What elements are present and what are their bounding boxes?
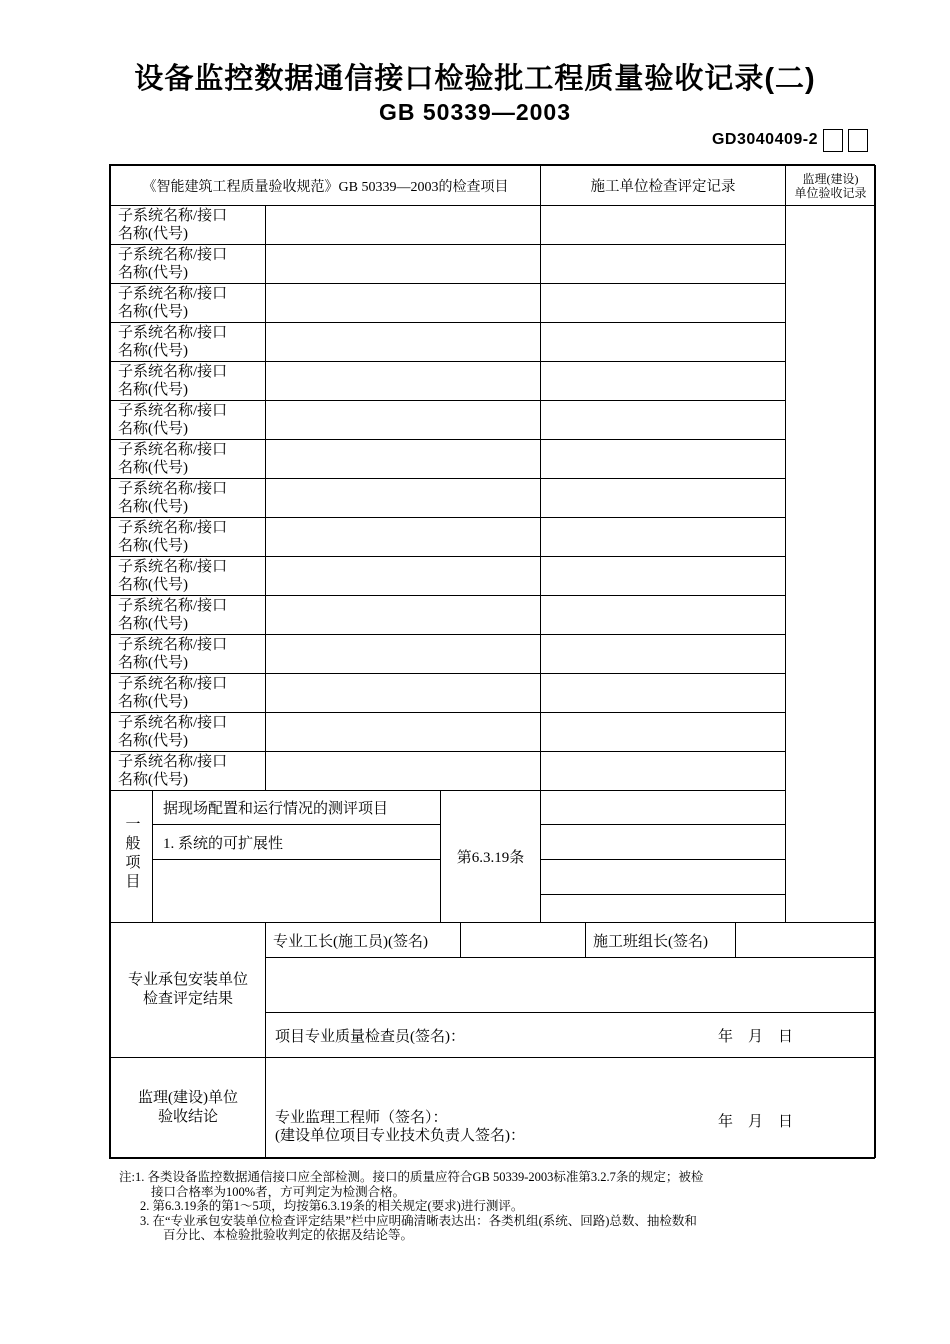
subsystem-label-line2: 名称(代号) [118, 577, 188, 593]
subsystem-label-line1: 子系统名称/接口 [118, 247, 228, 263]
check-item-blank-cell[interactable] [266, 440, 541, 479]
contractor-record-blank-cell[interactable] [541, 479, 786, 518]
subsystem-label-line1: 子系统名称/接口 [118, 715, 228, 731]
subsystem-row [111, 479, 876, 518]
subsystem-row [111, 557, 876, 596]
general-item-blank-cell[interactable] [153, 860, 441, 923]
subsystem-row-label [111, 245, 266, 284]
check-item-blank-cell[interactable] [266, 674, 541, 713]
supervision-row [111, 1058, 876, 1158]
subsystem-row-label [111, 206, 266, 245]
subsystem-label-line1: 子系统名称/接口 [118, 286, 228, 302]
subsystem-row-label [111, 362, 266, 401]
check-item-blank-cell[interactable] [266, 323, 541, 362]
team-leader-signature-cell[interactable] [736, 923, 876, 958]
subsystem-label-line1: 子系统名称/接口 [118, 637, 228, 653]
doc-code-row [0, 127, 868, 153]
supervision-conclusion-cell[interactable] [266, 1058, 876, 1158]
contractor-section-label [111, 923, 266, 1058]
contractor-record-blank-cell[interactable] [541, 674, 786, 713]
contractor-result-table [110, 922, 876, 1058]
general-items-row-1 [111, 791, 876, 825]
subsystem-row [111, 323, 876, 362]
contractor-record-blank-cell[interactable] [541, 206, 786, 245]
check-item-blank-cell[interactable] [266, 596, 541, 635]
form-table-stack [109, 164, 875, 1159]
subsystem-row [111, 206, 876, 245]
contractor-record-blank-cell[interactable] [541, 323, 786, 362]
subsystem-row [111, 284, 876, 323]
general-item-1: 1. 系统的可扩展性 [153, 825, 441, 860]
note-line: 3. 在“专业承包安装单位检查评定结果”栏中应明确清晰表达出：各类机组(系统、回路)总数、抽检数和 [140, 1213, 697, 1228]
contractor-section-label-line1: 专业承包安装单位 [127, 972, 248, 988]
subsystem-label-line1: 子系统名称/接口 [118, 676, 228, 692]
signature-row [111, 923, 876, 958]
check-item-blank-cell[interactable] [266, 635, 541, 674]
doc-code: GD3040409-2 [711, 131, 818, 148]
subsystem-label-line1: 子系统名称/接口 [118, 208, 228, 224]
code-checkbox-2[interactable] [848, 129, 868, 152]
supervision-conclusion-table [110, 1057, 876, 1158]
contractor-record-blank-cell[interactable] [541, 635, 786, 674]
subsystem-row-label [111, 557, 266, 596]
subsystem-label-line1: 子系统名称/接口 [118, 598, 228, 614]
contractor-record-blank-cell[interactable] [541, 860, 786, 895]
subsystem-label-line2: 名称(代号) [118, 733, 188, 749]
supervision-section-label-line2: 验收结论 [157, 1108, 218, 1125]
subsystem-label-line2: 名称(代号) [118, 538, 188, 554]
subsystem-row-label [111, 752, 266, 791]
contractor-record-blank-cell[interactable] [541, 284, 786, 323]
subsystem-label-line1: 子系统名称/接口 [118, 325, 228, 341]
note-line: 2. 第6.3.19条的第1～5项，均按第6.3.19条的相关规定(要求)进行测评。 [140, 1199, 524, 1213]
supervision-engineer-label: 专业监理工程师（签名）： [275, 1110, 448, 1126]
clause-reference-cell: 第6.3.19条 [441, 791, 541, 923]
subsystem-row-label [111, 518, 266, 557]
subsystem-label-line1: 子系统名称/接口 [118, 403, 228, 419]
check-item-blank-cell[interactable] [266, 713, 541, 752]
subsystem-label-line2: 名称(代号) [118, 694, 188, 710]
contractor-record-blank-cell[interactable] [541, 752, 786, 791]
subsystem-row [111, 245, 876, 284]
subsystem-label-line2: 名称(代号) [118, 421, 188, 437]
subsystem-label-line2: 名称(代号) [118, 304, 188, 320]
check-item-blank-cell[interactable] [266, 518, 541, 557]
general-items-side-label [111, 791, 153, 923]
subsystem-label-line1: 子系统名称/接口 [118, 481, 228, 497]
check-item-blank-cell[interactable] [266, 284, 541, 323]
table-header-row [111, 166, 876, 206]
contractor-record-blank-cell[interactable] [541, 596, 786, 635]
contractor-record-blank-cell[interactable] [541, 825, 786, 860]
check-item-blank-cell[interactable] [266, 401, 541, 440]
subsystem-row-label [111, 596, 266, 635]
subsystem-row [111, 635, 876, 674]
header-supervision-line2: 单位验收记录 [794, 185, 867, 200]
inspector-label: 项目专业质量检查员(签名)： [275, 1028, 465, 1045]
subsystem-row-label [111, 401, 266, 440]
header-supervision-record [786, 166, 876, 206]
contractor-section-label-line2: 检查评定结果 [142, 991, 233, 1007]
notes [119, 1170, 859, 1243]
page-title: 设备监控数据通信接口检验批工程质量验收记录(二) [134, 63, 816, 95]
contractor-record-blank-cell[interactable] [541, 895, 786, 923]
subsystem-row [111, 752, 876, 791]
subsystem-row-label [111, 635, 266, 674]
contractor-record-blank-cell[interactable] [541, 518, 786, 557]
subsystem-row [111, 596, 876, 635]
subsystem-row [111, 362, 876, 401]
contractor-record-blank-cell[interactable] [541, 245, 786, 284]
general-items-vertical-text: 一般项目 [123, 816, 140, 892]
supervision-section-label-line1: 监理(建设)单位 [138, 1089, 238, 1106]
subsystem-row [111, 518, 876, 557]
subsystem-row [111, 440, 876, 479]
subsystem-label-line1: 子系统名称/接口 [118, 559, 228, 575]
check-item-blank-cell[interactable] [266, 206, 541, 245]
subsystem-row [111, 674, 876, 713]
subsystem-row [111, 401, 876, 440]
check-item-blank-cell[interactable] [266, 557, 541, 596]
subsystem-row-label [111, 440, 266, 479]
subsystem-label-line2: 名称(代号) [118, 772, 188, 788]
acceptance-table [110, 165, 876, 923]
subsystem-row-label [111, 674, 266, 713]
contractor-record-blank-cell[interactable] [541, 557, 786, 596]
contractor-record-blank-cell[interactable] [541, 362, 786, 401]
check-item-blank-cell[interactable] [266, 479, 541, 518]
subsystem-label-line2: 名称(代号) [118, 226, 188, 242]
code-checkbox-1[interactable] [823, 129, 843, 152]
form-content [109, 164, 875, 1159]
check-item-blank-cell[interactable] [266, 752, 541, 791]
header-contractor-record: 施工单位检查评定记录 [541, 166, 786, 206]
subsystem-row-label [111, 713, 266, 752]
general-item-heading: 据现场配置和运行情况的测评项目 [153, 791, 441, 825]
header-supervision-line1: 监理(建设) [802, 171, 859, 186]
subsystem-label-line1: 子系统名称/接口 [118, 442, 228, 458]
contractor-record-blank-cell[interactable] [541, 791, 786, 825]
header-check-items: 《智能建筑工程质量验收规范》GB 50339—2003的检查项目 [111, 166, 541, 206]
supervision-record-column[interactable] [786, 206, 876, 923]
subsystem-label-line2: 名称(代号) [118, 460, 188, 476]
contractor-record-blank-cell[interactable] [541, 713, 786, 752]
supervision-date-placeholder: 年 月 日 [717, 1114, 793, 1130]
subsystem-label-line2: 名称(代号) [118, 265, 188, 281]
foreman-signature-cell[interactable] [461, 923, 586, 958]
subsystem-label-line2: 名称(代号) [118, 382, 188, 398]
standard-code-subtitle: GB 50339—2003 [378, 99, 571, 125]
note-line: 注:1. 各类设备监控数据通信接口应全部检测。接口的质量应符合GB 50339-2003标准第3.2.7条的规定；被检 [119, 1170, 704, 1184]
check-item-blank-cell[interactable] [266, 362, 541, 401]
subsystem-label-line1: 子系统名称/接口 [118, 520, 228, 536]
owner-representative-label: (建设单位项目专业技术负责人签名)： [275, 1128, 525, 1144]
subsystem-label-line2: 名称(代号) [118, 616, 188, 632]
contractor-record-blank-cell[interactable] [541, 401, 786, 440]
contractor-record-blank-cell[interactable] [541, 440, 786, 479]
subsystem-label-line1: 子系统名称/接口 [118, 364, 228, 380]
contractor-result-area[interactable] [266, 958, 876, 1013]
check-item-blank-cell[interactable] [266, 245, 541, 284]
subsystem-label-line2: 名称(代号) [118, 343, 188, 359]
supervision-section-label [111, 1058, 266, 1158]
subsystem-row-label [111, 323, 266, 362]
inspector-cell[interactable] [266, 1013, 876, 1058]
subsystem-label-line2: 名称(代号) [118, 499, 188, 515]
subsystem-row [111, 713, 876, 752]
subsystem-label-line2: 名称(代号) [118, 655, 188, 671]
team-leader-label: 施工班组长(签名) [586, 923, 736, 958]
note-line: 接口合格率为100%者，方可判定为检测合格。 [151, 1184, 406, 1199]
note-line: 百分比、本检验批验收判定的依据及结论等。 [163, 1228, 414, 1242]
subsystem-row-label [111, 479, 266, 518]
inspector-date-placeholder: 年 月 日 [717, 1028, 793, 1045]
foreman-label: 专业工长(施工员)(签名) [266, 923, 461, 958]
subsystem-label-line1: 子系统名称/接口 [118, 754, 228, 770]
subsystem-row-label [111, 284, 266, 323]
